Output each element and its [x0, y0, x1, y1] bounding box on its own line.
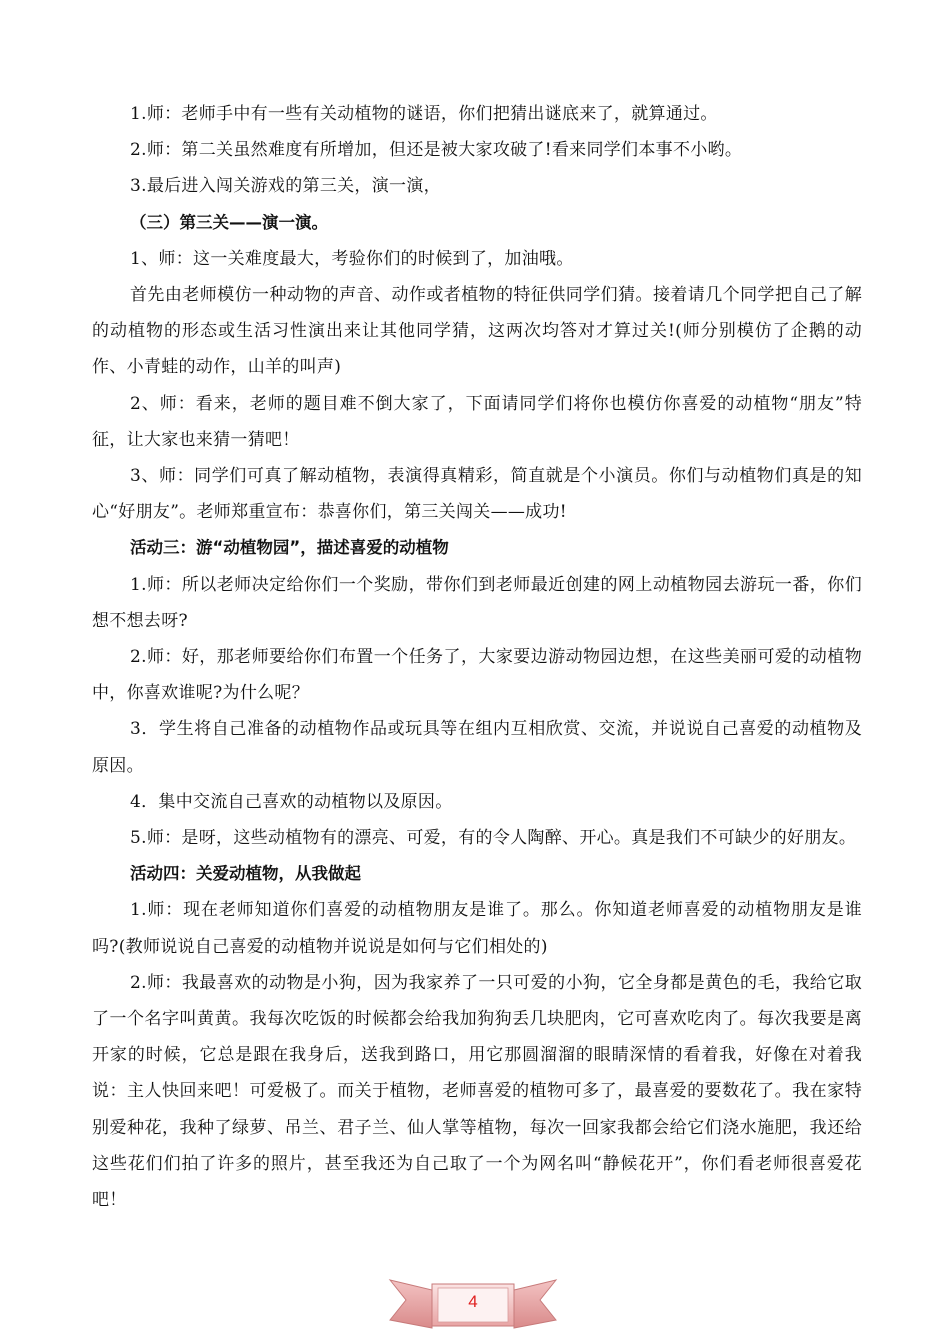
- paragraph: 3．学生将自己准备的动植物作品或玩具等在组内互相欣赏、交流，并说说自己喜爱的动植物及原因。: [92, 719, 862, 776]
- paragraph: 3、师：同学们可真了解动植物，表演得真精彩，简直就是个小演员。你们与动植物们真是的知心“好朋友”。老师郑重宣布：恭喜你们，第三关闯关——成功!: [92, 466, 862, 523]
- paragraph: 1、师：这一关难度最大，考验你们的时候到了，加油哦。: [130, 248, 574, 269]
- paragraph: 1.师：所以老师决定给你们一个奖励，带你们到老师最近创建的网上动植物园去游玩一番，你们想不想去呀?: [92, 574, 862, 631]
- page-number: 4: [468, 1292, 478, 1311]
- section-heading: 活动四：关爱动植物，从我做起: [130, 864, 361, 884]
- paragraph: 4．集中交流自己喜欢的动植物以及原因。: [130, 791, 453, 812]
- paragraph: 2、师：看来，老师的题目难不倒大家了，下面请同学们将你也模仿你喜爱的动植物“朋友”特征，让大家也来猜一猜吧！: [92, 393, 862, 450]
- paragraph: 1.师：老师手中有一些有关动植物的谜语，你们把猜出谜底来了，就算通过。: [130, 104, 718, 124]
- paragraph: 1.师：现在老师知道你们喜爱的动植物朋友是谁了。那么。你知道老师喜爱的动植物朋友是谁吗?(教师说说自己喜爱的动植物并说说是如何与它们相处的): [92, 900, 862, 957]
- document-body: [92, 96, 862, 1218]
- section-heading: 活动三：游“动植物园”，描述喜爱的动植物: [130, 538, 449, 558]
- paragraph: 首先由老师模仿一种动物的声音、动作或者植物的特征供同学们猜。接着请几个同学把自己了解的动植物的形态或生活习性演出来让其他同学猜，这两次均答对才算过关!(师分别模仿了企鹅的动作、小青蛙的动作，山羊的叫声): [92, 285, 862, 378]
- paragraph: 2.师：第二关虽然难度有所增加，但还是被大家攻破了!看来同学们本事不小哟。: [130, 140, 743, 161]
- section-heading: （三）第三关——演一演。: [130, 212, 328, 232]
- paragraph: 2.师：好，那老师要给你们布置一个任务了，大家要边游动物园边想，在这些美丽可爱的动植物中，你喜欢谁呢?为什么呢？: [92, 647, 862, 704]
- page-footer: [388, 1270, 558, 1340]
- paragraph: 3.最后进入闯关游戏的第三关，演一演，: [130, 176, 441, 197]
- paragraph: 5.师：是呀，这些动植物有的漂亮、可爱，有的令人陶醉、开心。真是我们不可缺少的好朋友。: [130, 828, 857, 849]
- paragraph: 2.师：我最喜欢的动物是小狗，因为我家养了一只可爱的小狗，它全身都是黄色的毛，我给它取了一个名字叫黄黄。我每次吃饭的时候都会给我加狗狗丢几块肥肉，它可喜欢吃肉了。每次我要是离开家的时候，它总是跟在我身后，送我到路口，用它那圆溜溜的眼睛深情的看着我，好像在对着我说：主人快回来吧！可爱极了。而关于植物，老师喜爱的植物可多了，最喜爱的要数花了。我在家特别爱种花，我种了绿萝、吊兰、君子兰、仙人掌等植物，每次一回家我都会给它们浇水施肥，我还给这些花们们拍了许多的照片，甚至我还为自己取了一个为网名叫“静候花开”，你们看老师很喜爱花吧！: [92, 972, 862, 1211]
